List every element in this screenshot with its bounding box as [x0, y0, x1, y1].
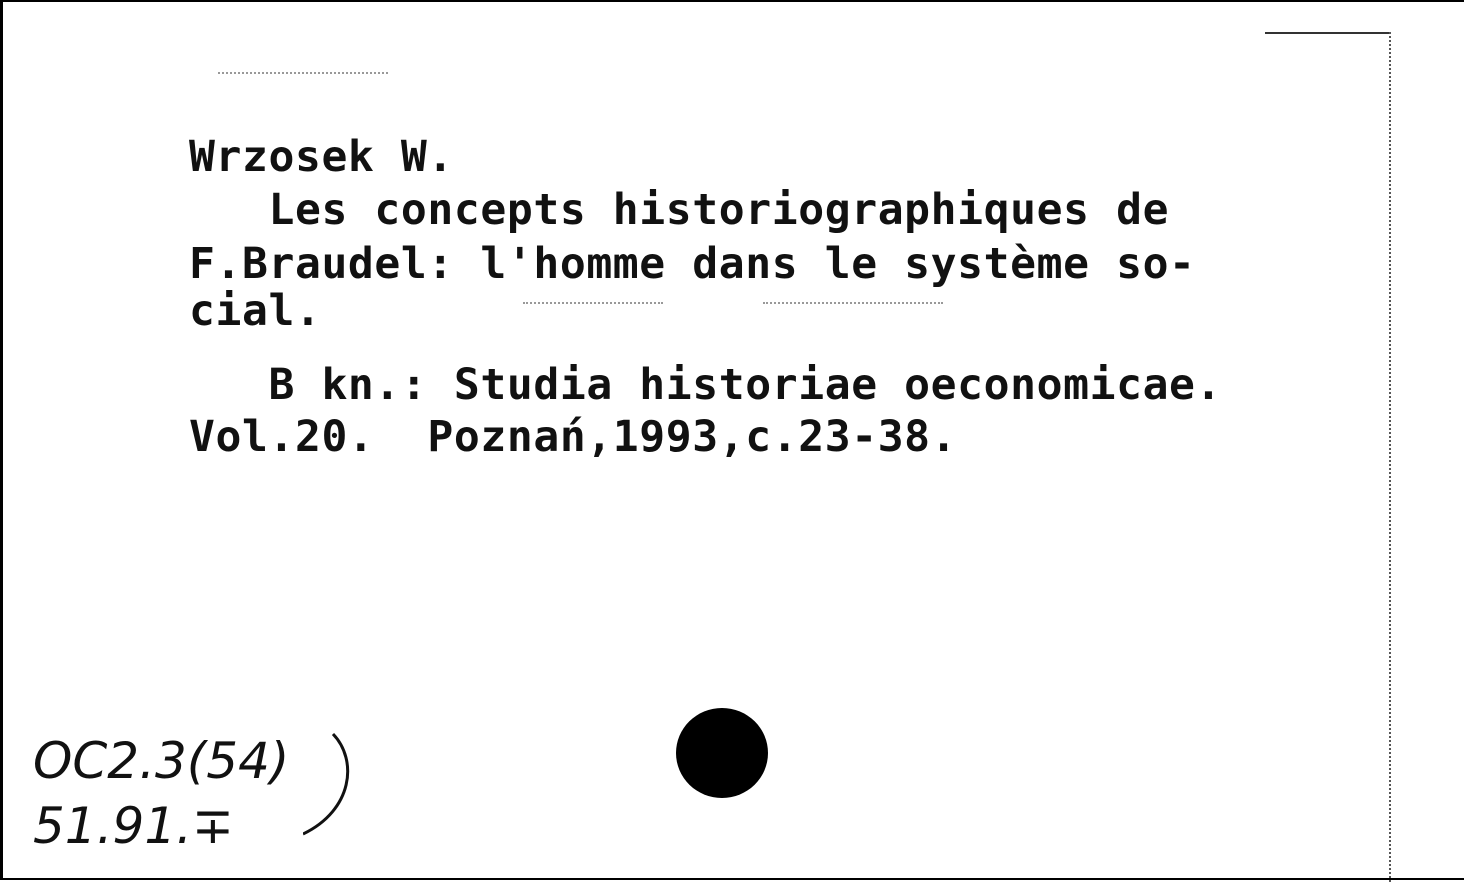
source-line: Vol.20. Poznań,1993,c.23-38.	[189, 412, 958, 462]
title-line: F.Braudel: l'homme dans le système so-	[189, 239, 1196, 289]
card-right-edge	[1389, 32, 1391, 882]
scan-speckle	[523, 302, 663, 304]
handwritten-shelfmark: OC2.3(54)	[33, 732, 290, 790]
punch-hole	[676, 708, 768, 798]
source-line: B kn.: Studia historiae oeconomicae.	[189, 360, 1223, 410]
title-line: Les concepts historiographiques de	[189, 185, 1170, 235]
handwritten-stroke	[303, 730, 363, 840]
handwritten-shelfmark: 51.91.∓	[33, 797, 234, 855]
card-top-edge	[1265, 32, 1389, 34]
author-line: Wrzosek W.	[189, 132, 454, 182]
scan-speckle	[763, 302, 943, 304]
title-line: cial.	[189, 286, 322, 336]
scan-speckle	[218, 72, 388, 74]
